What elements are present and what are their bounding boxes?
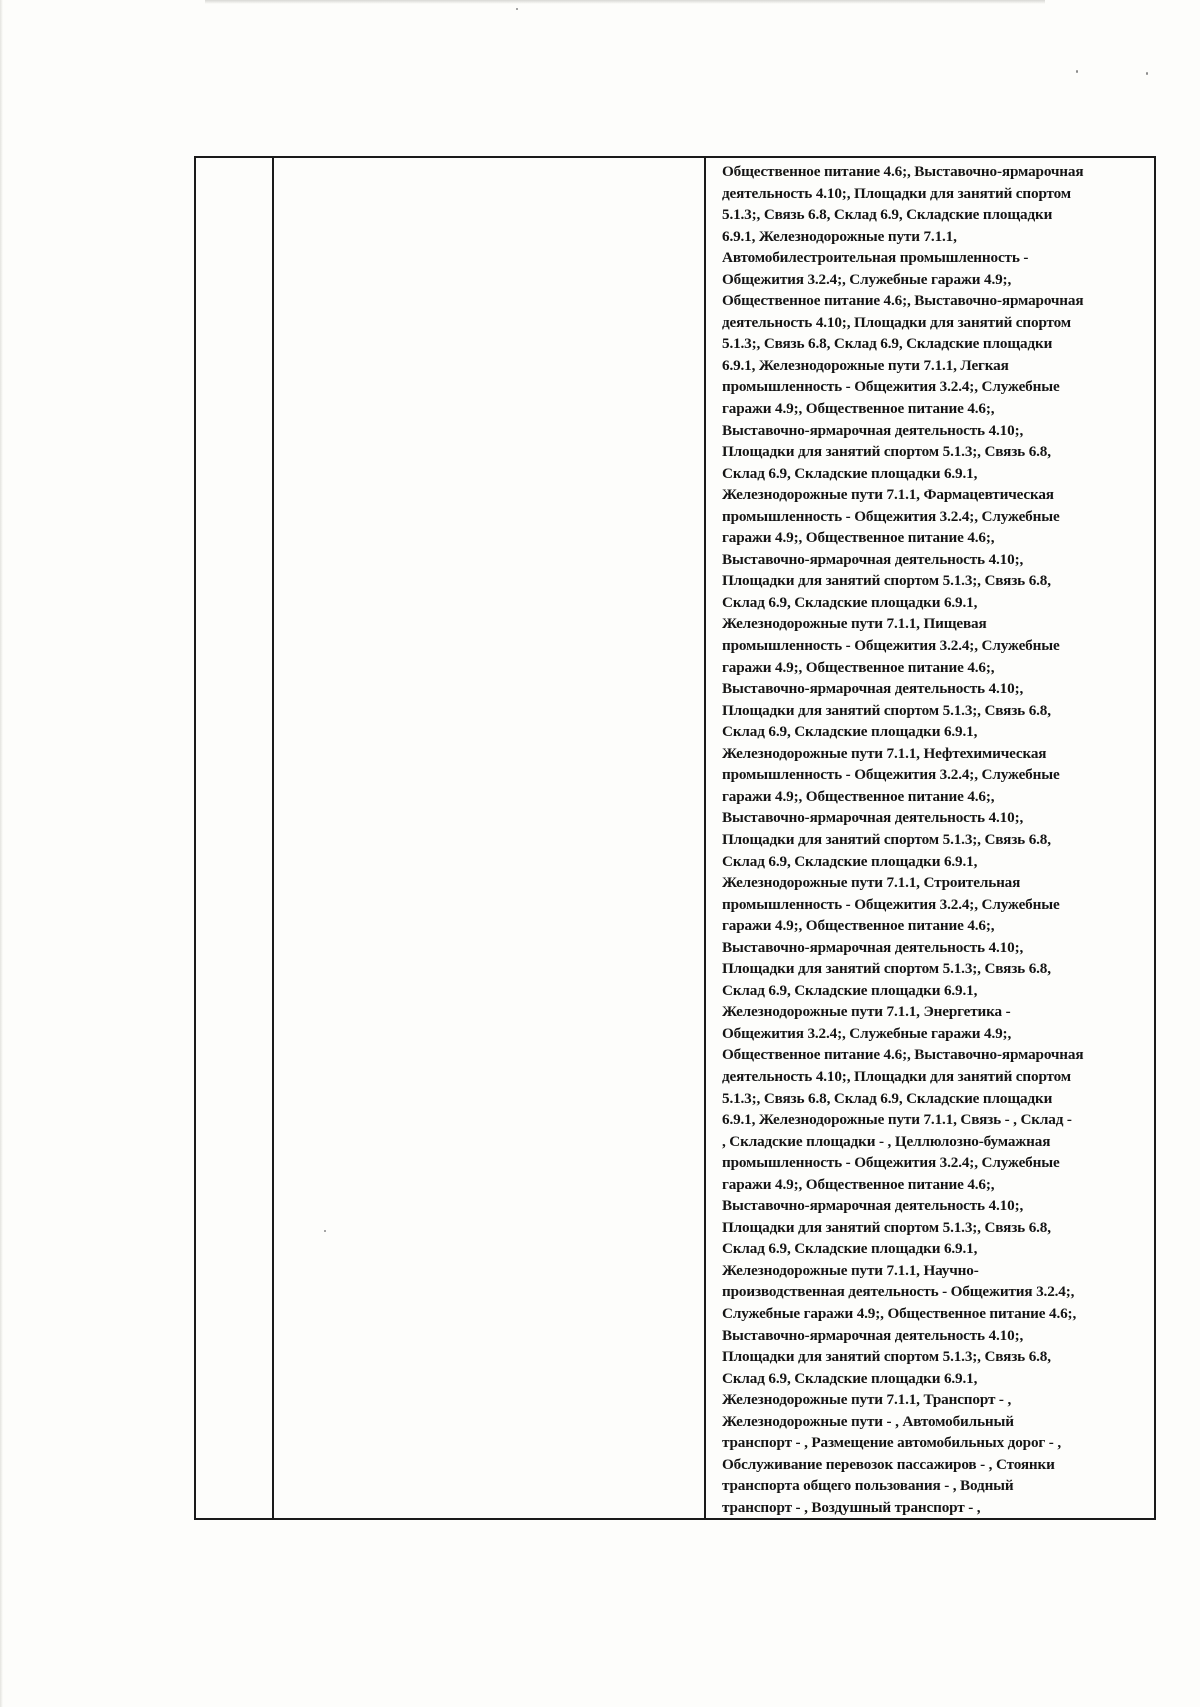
permitted-uses-text: Общественное питание 4.6;, Выставочно-ярмарочная деятельность 4.10;, Площадки для занятий спортом 5.1.3;, Связь 6.8, Склад 6.9, Складские площадки 6.9.1, Железнодорожные пути 7.1.1, Автомобилестроительная промышленность - Общежития 3.2.4;, Служебные гаражи 4.9;, Общественное питание 4.6;, Выставочно-ярмарочная деятельность 4.10;, Площадки для занятий спортом 5.1.3;, Связь 6.8, Склад 6.9, Складские площадки 6.9.1, Железнодорожные пути 7.1.1, Легкая промышленность - Общежития 3.2.4;, Служебные гаражи 4.9;, Общественное питание 4.6;, Выставочно-ярмарочная деятельность 4.10;, Площадки для занятий спортом 5.1.3;, Связь 6.8, Склад 6.9, Складские площадки 6.9.1, Железнодорожные пути 7.1.1, Фармацевтическая промышленность - Общежития 3.2.4;, Служебные гаражи 4.9;, Общественное питание 4.6;, Выставочно-ярмарочная деятельность 4.10;, Площадки для занятий спортом 5.1.3;, Связь 6.8, Склад 6.9, Складские площадки 6.9.1, Железнодорожные пути 7.1.1, Пищевая промышленность - Общежития 3.2.4;, Служебные гаражи 4.9;, Общественное питание 4.6;, Выставочно-ярмарочная деятельность 4.10;, Площадки для занятий спортом 5.1.3;, Связь 6.8, Склад 6.9, Складские площадки 6.9.1, Железнодорожные пути 7.1.1, Нефтехимическая промышленность - Общежития 3.2.4;, Служебные гаражи 4.9;, Общественное питание 4.6;, Выставочно-ярмарочная деятельность 4.10;, Площадки для занятий спортом 5.1.3;, Связь 6.8, Склад 6.9, Складские площадки 6.9.1, Железнодорожные пути 7.1.1, Строительная промышленность - Общежития 3.2.4;, Служебные гаражи 4.9;, Общественное питание 4.6;, Выставочно-ярмарочная деятельность 4.10;, Площадки для занятий спортом 5.1.3;, Связь 6.8, Склад 6.9, Складские площадки 6.9.1, Железнодорожные пути 7.1.1, Энергетика - Общежития 3.2.4;, Служебные гаражи 4.9;, Общественное питание 4.6;, Выставочно-ярмарочная деятельность 4.10;, Площадки для занятий спортом 5.1.3;, Связь 6.8, Склад 6.9, Складские площадки 6.9.1, Железнодорожные пути 7.1.1, Связь - , Склад - , Складские площадки - , Целлюлозно-бумажная промышленность - Общежития 3.2.4;, Служебные гаражи 4.9;, Общественное питание 4.6;, Выставочно-ярмарочная деятельность 4.10;, Площадки для занятий спортом 5.1.3;, Связь 6.8, Склад 6.9, Складские площадки 6.9.1, Железнодорожные пути 7.1.1, Научно- производственная деятельность - Общежития 3.2.4;, Служебные гаражи 4.9;, Общественное питание 4.6;, Выставочно-ярмарочная деятельность 4.10;, Площадки для занятий спортом 5.1.3;, Связь 6.8, Склад 6.9, Складские площадки 6.9.1, Железнодорожные пути 7.1.1, Транспорт - , Железнодорожные пути - , Автомобильный транспорт - , Размещение автомобильных дорог - , Обслуживание перевозок пассажиров - , Стоянки транспорта общего пользования - , Водный транспорт - , Воздушный транспорт - , xyxy=(722,163,1084,1516)
zone-name-cell xyxy=(273,157,705,1519)
scan-top-edge xyxy=(205,0,1045,4)
land-use-table xyxy=(194,156,1156,1520)
permitted-uses-cell xyxy=(705,157,1155,1519)
scan-left-edge xyxy=(0,0,3,1707)
table-row xyxy=(195,157,1155,1519)
scan-speck xyxy=(516,8,518,10)
scan-speck xyxy=(1146,72,1148,75)
scan-speck xyxy=(1076,70,1078,73)
row-number-cell xyxy=(195,157,273,1519)
